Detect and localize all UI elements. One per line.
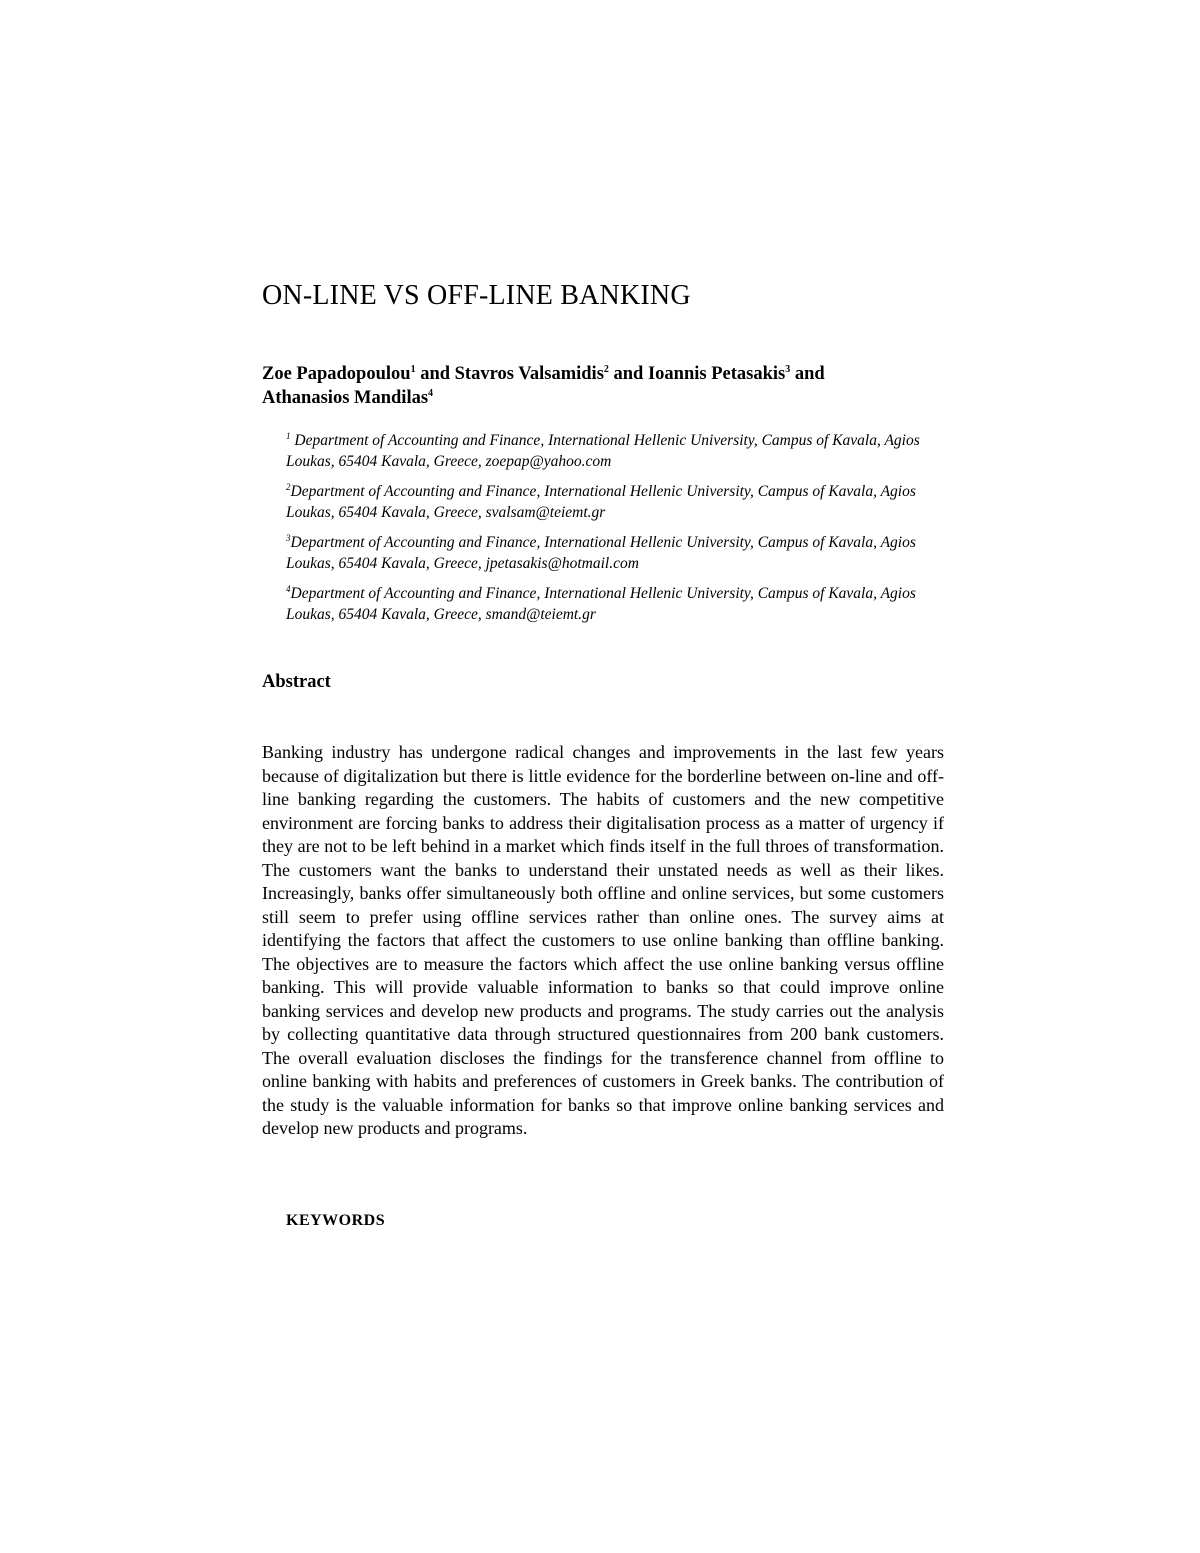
- paper-title: ON-LINE VS OFF-LINE BANKING: [262, 280, 691, 311]
- affiliation-list: [286, 430, 946, 634]
- affiliation-text: Department of Accounting and Finance, International Hellenic University, Campus of Kavala, Agios Loukas, 65404 Kavala, Greece, smand@teiemt.gr: [286, 585, 916, 623]
- affiliation-text: Department of Accounting and Finance, International Hellenic University, Campus of Kavala, Agios Loukas, 65404 Kavala, Greece, zoepap@yahoo.com: [286, 432, 920, 470]
- author-affiliation-mark: 2: [603, 364, 609, 375]
- affiliation-text: Department of Accounting and Finance, International Hellenic University, Campus of Kavala, Agios Loukas, 65404 Kavala, Greece, jpetasakis@hotmail.com: [286, 534, 916, 572]
- author-separator: and: [415, 364, 455, 384]
- author-affiliation-mark: 3: [785, 364, 791, 375]
- author-affiliation-mark: 4: [428, 388, 434, 399]
- author-name: Ioannis Petasakis: [647, 364, 786, 384]
- affiliation-mark: 4: [286, 584, 291, 594]
- affiliation-text: Department of Accounting and Finance, International Hellenic University, Campus of Kavala, Agios Loukas, 65404 Kavala, Greece, svalsam@teiemt.gr: [286, 483, 916, 521]
- author-separator: and: [790, 364, 825, 384]
- author-name: Stavros Valsamidis: [454, 364, 604, 384]
- abstract-body: Banking industry has undergone radical changes and improvements in the last few years because of digitalization but there is little evidence for the borderline between on-line and off-line banking regarding the customers. The habits of customers and the new competitive environment are forcing banks to address their digitalisation process as a matter of urgency if they are not to be left behind in a market which finds itself in the full throes of transformation. The customers want the banks to understand their unstated needs as well as their likes. Increasingly, banks offer simultaneously both offline and online services, but some customers still seem to prefer using offline services rather than online ones. The survey aims at identifying the factors that affect the customers to use online banking than offline banking. The objectives are to measure the factors which affect the use online banking versus offline banking. This will provide valuable information to banks so that could improve online banking services and develop new products and programs. The study carries out the analysis by collecting quantitative data through structured questionnaires from 200 bank customers. The overall evaluation discloses the findings for the transference channel from offline to online banking with habits and preferences of customers in Greek banks. The contribution of the study is the valuable information for banks so that improve online banking services and develop new products and programs.: [262, 742, 944, 1138]
- affiliation-item: [286, 532, 946, 574]
- author-name: Zoe Papadopoulou: [262, 364, 411, 384]
- affiliation-mark: 3: [286, 533, 291, 543]
- affiliation-mark: 1: [286, 431, 291, 441]
- abstract-heading: Abstract: [262, 672, 331, 692]
- affiliation-mark: 2: [286, 482, 291, 492]
- author-affiliation-mark: 1: [410, 364, 416, 375]
- affiliation-item: [286, 583, 946, 625]
- keywords-heading: KEYWORDS: [286, 1212, 386, 1229]
- affiliation-item: [286, 430, 946, 472]
- author-separator: and: [608, 364, 648, 384]
- author-list: [262, 362, 902, 410]
- affiliation-item: [286, 481, 946, 523]
- author-name: Athanasios Mandilas: [262, 388, 429, 408]
